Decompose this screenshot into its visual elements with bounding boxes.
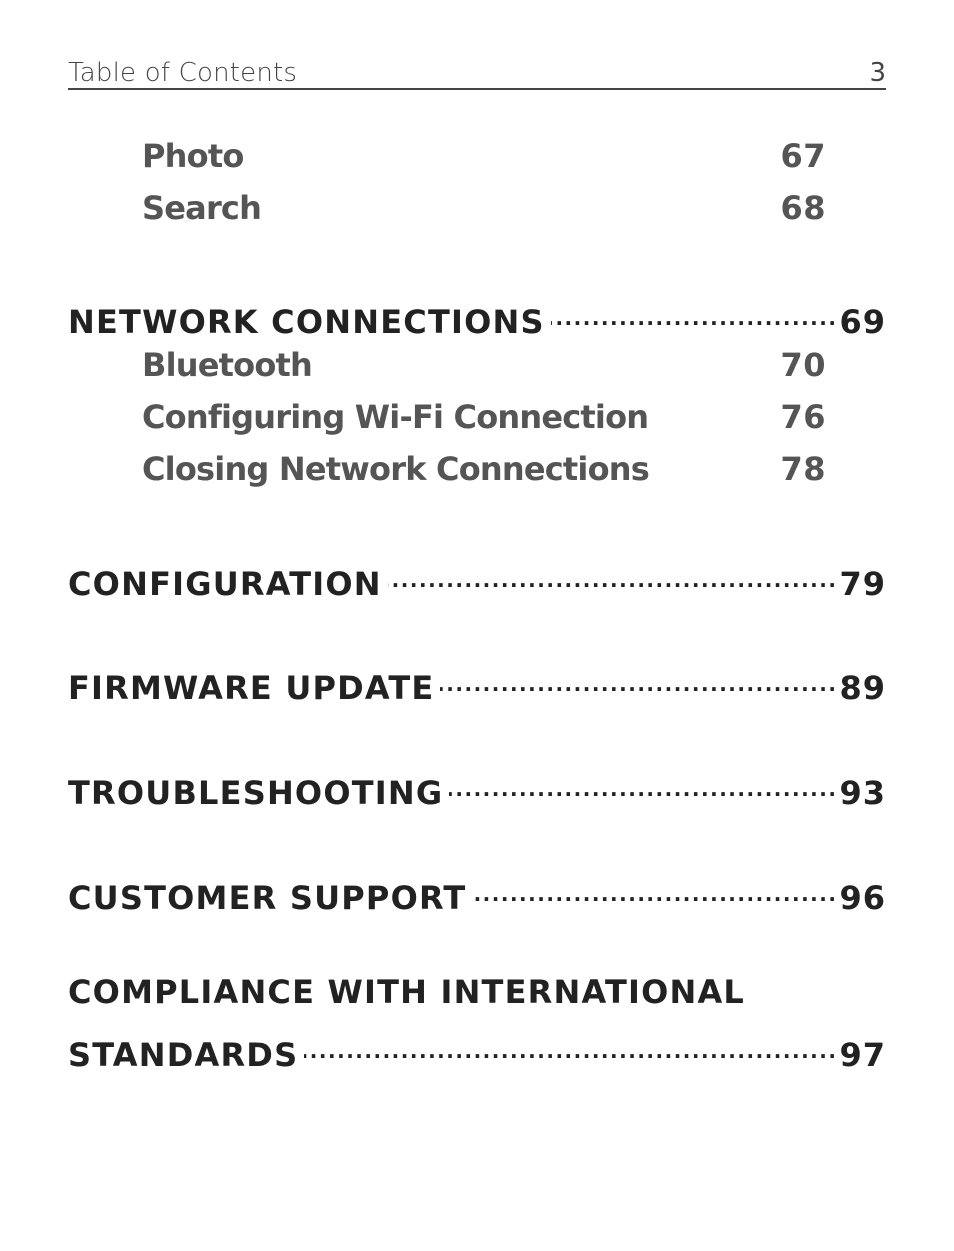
toc-chapter-compliance[interactable] [68, 1024, 886, 1074]
dot-leader [551, 291, 838, 333]
toc-entry-label: Closing Network Connections [142, 450, 649, 488]
toc-entry-label: Bluetooth [142, 346, 312, 384]
toc-entry-search[interactable] [142, 188, 826, 228]
toc-chapter-page: 69 [839, 303, 886, 341]
toc-chapter-firmware-update[interactable] [68, 657, 886, 707]
toc-entry-closing-network[interactable] [142, 449, 826, 489]
toc-chapter-label: TROUBLESHOOTING [68, 774, 444, 812]
toc-chapter-page: 97 [839, 1036, 886, 1074]
toc-chapter-label: FIRMWARE UPDATE [68, 669, 435, 707]
toc-entry-label: Photo [142, 137, 244, 175]
running-header [68, 56, 886, 90]
toc-entry-label: Configuring Wi-Fi Connection [142, 398, 649, 436]
toc-entry-bluetooth[interactable] [142, 345, 826, 385]
toc-entry-label: Search [142, 189, 262, 227]
dot-leader [440, 657, 837, 699]
dot-leader [304, 1024, 837, 1066]
toc-chapter-page: 93 [839, 774, 886, 812]
toc-entry-page: 76 [780, 398, 826, 436]
toc-chapter-troubleshooting[interactable] [68, 762, 886, 812]
toc-entry-page: 67 [780, 137, 826, 175]
toc-chapter-label: NETWORK CONNECTIONS [68, 303, 545, 341]
header-title: Table of Contents [68, 58, 298, 88]
toc-chapter-page: 79 [839, 565, 886, 603]
toc-chapter-compliance-line1[interactable]: COMPLIANCE WITH INTERNATIONAL [68, 973, 746, 1011]
toc-chapter-configuration[interactable] [68, 553, 886, 603]
toc-entry-page: 78 [780, 450, 826, 488]
dot-leader [472, 867, 837, 909]
toc-chapter-page: 96 [839, 879, 886, 917]
header-page-number: 3 [869, 58, 886, 88]
toc-chapter-label: CONFIGURATION [68, 565, 382, 603]
toc-chapter-label: CUSTOMER SUPPORT [68, 879, 467, 917]
toc-entry-wifi[interactable] [142, 397, 826, 437]
toc-chapter-network-connections[interactable] [68, 291, 886, 341]
toc-entry-photo[interactable] [142, 136, 826, 176]
toc-chapter-customer-support[interactable] [68, 867, 886, 917]
toc-entry-page: 70 [780, 346, 826, 384]
toc-chapter-page: 89 [839, 669, 886, 707]
dot-leader [449, 762, 837, 804]
toc-entry-page: 68 [780, 189, 826, 227]
dot-leader [388, 553, 838, 595]
toc-chapter-label: STANDARDS [68, 1036, 299, 1074]
